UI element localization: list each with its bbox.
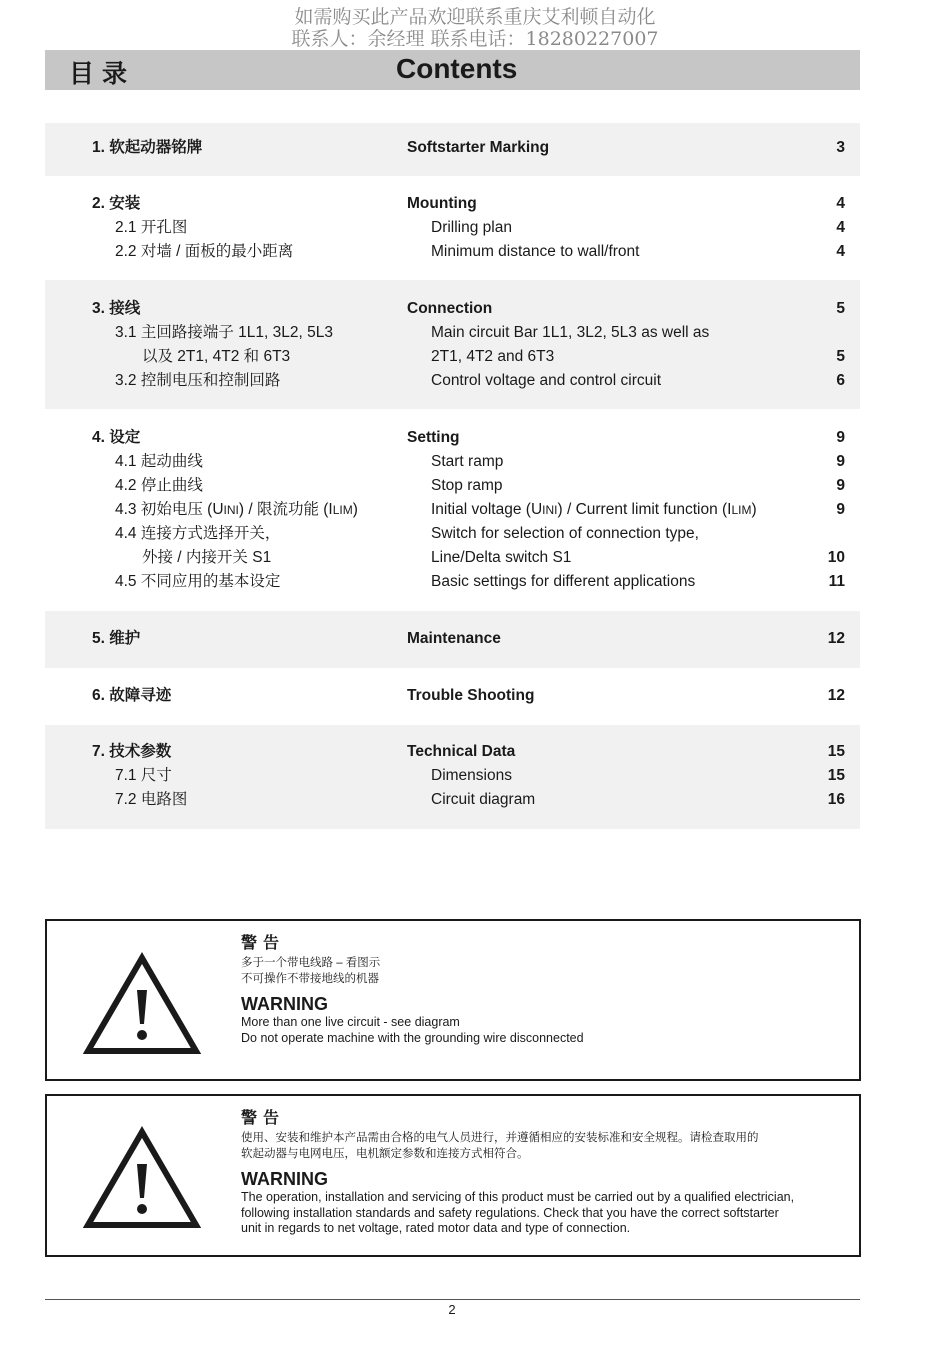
toc-entry[interactable] bbox=[45, 136, 860, 160]
subscript-text: LIM bbox=[731, 503, 752, 517]
toc-entry-page: 12 bbox=[827, 687, 845, 704]
toc-entry-cn: 4.5 不同应用的基本设定 bbox=[115, 573, 281, 590]
text-part: Initial voltage (U bbox=[431, 501, 543, 518]
toc-entry-cn: 7. 技术参数 bbox=[92, 743, 172, 760]
toc-entry-en: Line/Delta switch S1 bbox=[431, 549, 572, 566]
toc-entry-cn: 4.4 连接方式选择开关， bbox=[115, 525, 281, 542]
toc-subentry[interactable] bbox=[45, 522, 860, 546]
toc-entry-en: Minimum distance to wall/front bbox=[431, 243, 640, 260]
toc-subentry-continued[interactable] bbox=[45, 546, 860, 570]
toc-entry-cn: 7.1 尺寸 bbox=[115, 767, 172, 784]
toc-entry-page: 5 bbox=[836, 300, 845, 317]
toc-entry-page: 3 bbox=[836, 139, 845, 156]
toc-subentry[interactable] bbox=[45, 764, 860, 788]
warning-title-cn: 警告 bbox=[241, 933, 286, 952]
toc-entry-cn: 1. 软起动器铭牌 bbox=[92, 139, 203, 156]
toc-entry-en: Start ramp bbox=[431, 453, 504, 470]
toc-subentry-continued[interactable] bbox=[45, 345, 860, 369]
toc-subentry[interactable] bbox=[45, 369, 860, 393]
toc-entry-en: Mounting bbox=[407, 195, 477, 212]
warning-text bbox=[241, 933, 839, 1046]
watermark-line-1: 如需购买此产品欢迎联系重庆艾利顿自动化 bbox=[294, 6, 656, 28]
toc-entry-en: Maintenance bbox=[407, 630, 501, 647]
toc-entry-page: 4 bbox=[836, 195, 845, 212]
warning-title-en: WARNING bbox=[241, 994, 328, 1014]
toc-entry-en: Dimensions bbox=[431, 767, 512, 784]
text-part: 4.3 初始电压 (U bbox=[115, 501, 224, 518]
toc-entry-cn: 以及 2T1, 4T2 和 6T3 bbox=[142, 348, 291, 365]
warning-body-en: More than one live circuit - see diagram Do not operate machine with the grounding wire disconnected bbox=[241, 1015, 584, 1045]
toc-entry-en: 2T1, 4T2 and 6T3 bbox=[431, 348, 555, 365]
toc-section-5 bbox=[45, 611, 860, 668]
toc-entry-cn: 2. 安装 bbox=[92, 195, 141, 212]
toc-entry-en: Circuit diagram bbox=[431, 791, 536, 808]
toc-entry-cn: 外接 / 内接开关 S1 bbox=[142, 549, 272, 566]
contents-header bbox=[45, 50, 860, 90]
toc-subentry[interactable] bbox=[45, 450, 860, 474]
header-title-cn: 目录 bbox=[69, 59, 136, 88]
warning-triangle-icon bbox=[83, 1126, 201, 1230]
toc-entry-page: 15 bbox=[827, 767, 845, 784]
warning-title-cn: 警告 bbox=[241, 1108, 286, 1127]
toc-subentry[interactable] bbox=[45, 321, 860, 345]
toc-entry-cn: 3. 接线 bbox=[92, 300, 141, 317]
page-number: 2 bbox=[448, 1302, 456, 1317]
toc-entry-page: 10 bbox=[827, 549, 845, 566]
text-part: ) / Current limit function (I bbox=[557, 501, 732, 518]
subscript-text: INI bbox=[223, 503, 239, 517]
toc-subentry[interactable] bbox=[45, 570, 860, 594]
toc-entry-en: Main circuit Bar 1L1, 3L2, 5L3 as well as bbox=[431, 324, 710, 341]
toc-entry-cn: 4.2 停止曲线 bbox=[115, 477, 203, 494]
text-part: ) bbox=[352, 501, 358, 518]
toc-entry-cn: 4.1 起动曲线 bbox=[115, 453, 203, 470]
toc-entry-page: 9 bbox=[836, 429, 845, 446]
warning-title-en: WARNING bbox=[241, 1169, 328, 1189]
toc-entry[interactable] bbox=[45, 426, 860, 450]
header-title-en: Contents bbox=[396, 53, 518, 84]
toc-entry-page: 16 bbox=[827, 791, 845, 808]
toc-entry-en: Drilling plan bbox=[431, 219, 512, 236]
text-part: ) bbox=[751, 501, 757, 518]
toc-entry[interactable] bbox=[45, 297, 860, 321]
toc-entry-cn: 2.1 开孔图 bbox=[115, 219, 188, 236]
toc-entry-page: 5 bbox=[836, 348, 845, 365]
watermark-line-2: 联系人：余经理 联系电话：18280227007 bbox=[291, 28, 659, 50]
text-part: ) / 限流功能 (I bbox=[238, 501, 333, 518]
warning-body-en: The operation, installation and servicing of this product must be carried out by a qualified electrician, following installation standards and safety regulations. Check that you have the correct softstarter unit in regards to net voltage, rated motor data and type of connection. bbox=[241, 1190, 795, 1235]
toc-subentry[interactable] bbox=[45, 216, 860, 240]
toc-entry-cn: 4. 设定 bbox=[92, 429, 141, 446]
warning-text bbox=[241, 1108, 839, 1237]
warning-body-cn: 多于一个带电线路 – 看图示 不可操作不带接地线的机器 bbox=[241, 957, 381, 985]
toc-section-4 bbox=[45, 409, 860, 611]
toc-entry[interactable] bbox=[45, 627, 860, 651]
toc-entry-page: 11 bbox=[828, 573, 845, 590]
toc-section-7 bbox=[45, 725, 860, 829]
toc-entry-cn: 3.2 控制电压和控制回路 bbox=[115, 372, 281, 389]
toc-subentry[interactable] bbox=[45, 498, 860, 522]
subscript-text: INI bbox=[542, 503, 558, 517]
toc-entry-en: Connection bbox=[407, 300, 493, 317]
toc-entry-page: 12 bbox=[827, 630, 845, 647]
toc-entry-en: Stop ramp bbox=[431, 477, 503, 494]
toc-entry-cn: 3.1 主回路接端子 1L1, 3L2, 5L3 bbox=[115, 324, 333, 341]
toc-entry-cn: 2.2 对墙 / 面板的最小距离 bbox=[115, 243, 294, 260]
toc-entry-page: 4 bbox=[836, 243, 845, 260]
toc-entry[interactable] bbox=[45, 684, 860, 708]
toc-entry[interactable] bbox=[45, 192, 860, 216]
toc-entry-cn: 7.2 电路图 bbox=[115, 791, 188, 808]
toc-entry-en: Basic settings for different applications bbox=[431, 573, 696, 590]
toc-subentry[interactable] bbox=[45, 788, 860, 812]
toc-entry-page: 15 bbox=[827, 743, 845, 760]
toc-subentry[interactable] bbox=[45, 240, 860, 264]
warning-box-ground bbox=[45, 919, 861, 1081]
toc-entry-page: 9 bbox=[836, 501, 845, 518]
toc-entry[interactable] bbox=[45, 740, 860, 764]
warning-body-cn: 使用、安装和维护本产品需由合格的电气人员进行，并遵循相应的安装标准和安全规程。请检查取用的 软起动器与电网电压，电机额定参数和连接方式相符合。 bbox=[241, 1132, 759, 1160]
toc-section-6 bbox=[45, 668, 860, 725]
toc-entry-en: Control voltage and control circuit bbox=[431, 372, 662, 389]
toc-entry-page: 9 bbox=[836, 477, 845, 494]
toc-section-3 bbox=[45, 280, 860, 409]
toc-subentry[interactable] bbox=[45, 474, 860, 498]
toc-entry-en: Setting bbox=[407, 429, 460, 446]
toc-entry-cn: 6. 故障寻迹 bbox=[92, 687, 172, 704]
toc-entry-cn bbox=[115, 498, 358, 522]
toc-entry-en: Trouble Shooting bbox=[407, 687, 535, 704]
toc-section-1 bbox=[45, 123, 860, 176]
toc-entry-en: Technical Data bbox=[407, 743, 516, 760]
subscript-text: LIM bbox=[332, 503, 353, 517]
toc-entry-page: 4 bbox=[836, 219, 845, 236]
warning-box-qualified bbox=[45, 1094, 861, 1257]
toc-section-2 bbox=[45, 176, 860, 280]
toc-entry-cn: 5. 维护 bbox=[92, 630, 141, 647]
toc-entry-en: Softstarter Marking bbox=[407, 139, 550, 156]
toc-entry-en bbox=[431, 498, 757, 522]
warning-triangle-icon bbox=[83, 952, 201, 1056]
toc-entry-page: 6 bbox=[836, 372, 845, 389]
footer-divider bbox=[45, 1299, 860, 1300]
toc-entry-page: 9 bbox=[836, 453, 845, 470]
toc-entry-en: Switch for selection of connection type, bbox=[431, 525, 699, 542]
